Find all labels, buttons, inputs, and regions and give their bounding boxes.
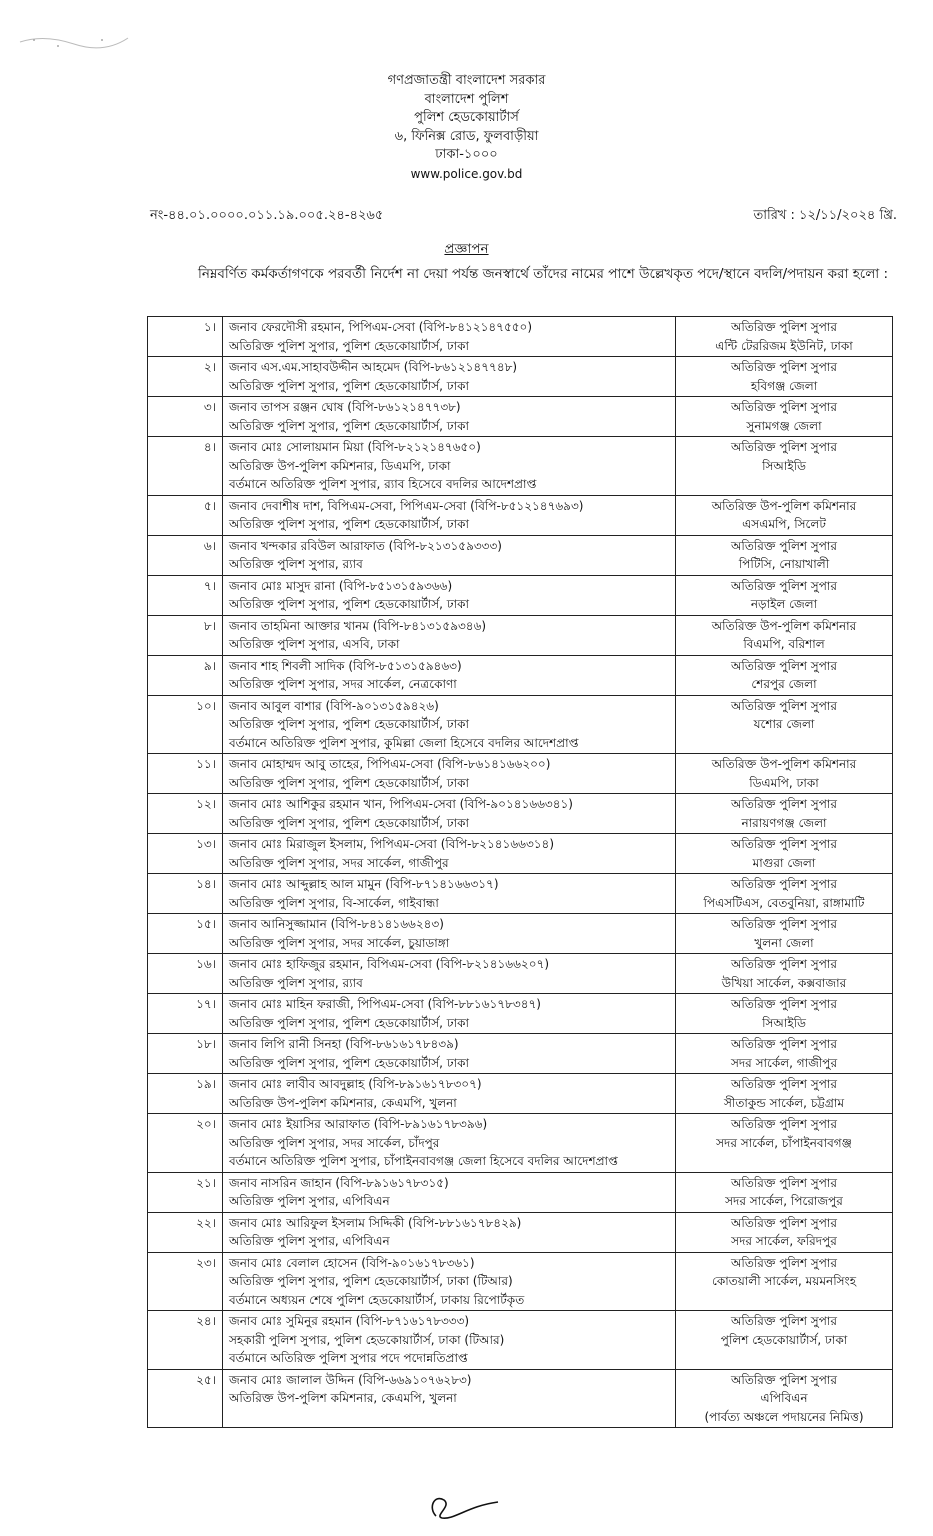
posting-line: অতিরিক্ত পুলিশ সুপার xyxy=(731,1117,837,1131)
posting-line: সীতাকুন্ড সার্কেল, চট্টগ্রাম xyxy=(723,1095,844,1110)
officer-details xyxy=(223,317,676,357)
posting-line: অতিরিক্ত পুলিশ সুপার xyxy=(731,1314,837,1328)
new-posting xyxy=(676,1034,893,1074)
officer-details xyxy=(223,874,676,914)
posting-line: অতিরিক্ত পুলিশ সুপার xyxy=(731,400,837,414)
posting-line: সিআইডি xyxy=(762,458,806,473)
officer-line: অতিরিক্ত পুলিশ সুপার, পুলিশ হেডকোয়ার্টার্স, ঢাকা xyxy=(229,338,469,353)
posting-line: অতিরিক্ত পুলিশ সুপার xyxy=(731,578,837,593)
new-posting xyxy=(676,1369,893,1428)
serial-number: ১৮। xyxy=(148,1034,223,1074)
posting-line: অতিরিক্ত পুলিশ সুপার xyxy=(731,1077,837,1091)
new-posting xyxy=(676,317,893,357)
posting-line: অতিরিক্ত পুলিশ সুপার xyxy=(731,797,837,811)
table-row xyxy=(148,954,893,994)
memo-number: নং-৪৪.০১.০০০০.০১১.১৯.০০৫.২৪-৪২৬৫ xyxy=(150,208,384,223)
table-row xyxy=(148,695,893,754)
table-row xyxy=(148,495,893,535)
officer-details xyxy=(223,1114,676,1173)
new-posting xyxy=(676,437,893,496)
posting-line: উখিয়া সার্কেল, কক্সবাজার xyxy=(721,975,847,990)
posting-line: অতিরিক্ত উপ-পুলিশ কমিশনার xyxy=(711,757,857,771)
officer-details xyxy=(223,794,676,834)
officer-line: জনাব মোঃ ইয়াসির আরাফাত (বিপি-৮৯১৬১৭৮৩৯৬) xyxy=(229,1117,488,1131)
officer-line: জনাব মোঃ সোলায়মান মিয়া (বিপি-৮২১২১৪৭৬৫০) xyxy=(229,440,481,454)
new-posting xyxy=(676,1252,893,1311)
posting-line: অতিরিক্ত পুলিশ সুপার xyxy=(731,538,837,553)
officer-line: অতিরিক্ত পুলিশ সুপার, এসবি, ঢাকা xyxy=(229,637,400,651)
officer-details xyxy=(223,437,676,496)
new-posting xyxy=(676,357,893,397)
table-row xyxy=(148,317,893,357)
new-posting xyxy=(676,794,893,834)
officer-line: অতিরিক্ত পুলিশ সুপার, সদর সার্কেল, নেত্রকোণা xyxy=(229,677,457,691)
posting-line: অতিরিক্ত পুলিশ সুপার xyxy=(731,360,837,374)
officer-line: অতিরিক্ত পুলিশ সুপার, পুলিশ হেডকোয়ার্টার্স, ঢাকা xyxy=(229,378,469,393)
letterhead-line: ঢাকা-১০০০ xyxy=(435,147,498,162)
officer-line: অতিরিক্ত পুলিশ সুপার, পুলিশ হেডকোয়ার্টার্স, ঢাকা xyxy=(229,517,469,531)
new-posting xyxy=(676,695,893,754)
table-row xyxy=(148,1074,893,1114)
posting-line: অতিরিক্ত পুলিশ সুপার xyxy=(731,1037,837,1051)
new-posting xyxy=(676,1074,893,1114)
serial-number: ২১। xyxy=(148,1172,223,1212)
officer-details xyxy=(223,754,676,794)
serial-number: ১৫। xyxy=(148,914,223,954)
posting-line: সদর সার্কেল, ফরিদপুর xyxy=(731,1234,837,1248)
new-posting xyxy=(676,1212,893,1252)
officer-details xyxy=(223,575,676,615)
posting-line: অতিরিক্ত পুলিশ সুপার xyxy=(731,320,837,334)
posting-line: এসএমপি, সিলেট xyxy=(742,517,826,531)
officer-line: অতিরিক্ত উপ-পুলিশ কমিশনার, কেএমপি, খুলনা xyxy=(229,1391,457,1405)
table-row xyxy=(148,575,893,615)
table-row xyxy=(148,655,893,695)
officer-line: অতিরিক্ত পুলিশ সুপার, সদর সার্কেল, চাঁদপুর xyxy=(229,1135,440,1150)
officer-details xyxy=(223,1252,676,1311)
officer-details xyxy=(223,615,676,655)
table-row xyxy=(148,1369,893,1428)
serial-number: ১০। xyxy=(148,695,223,754)
new-posting xyxy=(676,914,893,954)
serial-number: ৯। xyxy=(148,655,223,695)
officer-line: অতিরিক্ত উপ-পুলিশ কমিশনার, কেএমপি, খুলনা xyxy=(229,1095,457,1110)
new-posting xyxy=(676,834,893,874)
officer-line: জনাব মোঃ আশিকুর রহমান খান, পিপিএম-সেবা (বিপি-৯০১৪১৬৬৩৪১) xyxy=(229,797,573,811)
new-posting xyxy=(676,1172,893,1212)
letterhead-line: গণপ্রজাতন্ত্রী বাংলাদেশ সরকার xyxy=(387,73,546,88)
officer-line: অতিরিক্ত পুলিশ সুপার, পুলিশ হেডকোয়ার্টার্স, ঢাকা xyxy=(229,1055,469,1070)
officer-line: জনাব মোঃ আব্দুল্লাহ আল মামুন (বিপি-৮৭১৪১৬৬৩১৭) xyxy=(229,877,499,891)
officer-details xyxy=(223,397,676,437)
officer-details xyxy=(223,1369,676,1428)
scan-smudge xyxy=(14,28,134,58)
officer-line: অতিরিক্ত পুলিশ সুপার, পুলিশ হেডকোয়ার্টার্স, ঢাকা (টিআর) xyxy=(229,1274,513,1288)
officer-line: অতিরিক্ত উপ-পুলিশ কমিশনার, ডিএমপি, ঢাকা xyxy=(229,458,451,473)
posting-line: অতিরিক্ত পুলিশ সুপার xyxy=(731,698,837,713)
officer-line: জনাব মোঃ আরিফুল ইসলাম সিদ্দিকী (বিপি-৮৮১৬১৭৮৪২৯) xyxy=(229,1215,522,1230)
officer-details xyxy=(223,954,676,994)
new-posting xyxy=(676,535,893,575)
table-row xyxy=(148,834,893,874)
serial-number: ১৪। xyxy=(148,874,223,914)
new-posting xyxy=(676,1114,893,1173)
posting-line: অতিরিক্ত পুলিশ সুপার xyxy=(731,917,837,931)
new-posting xyxy=(676,754,893,794)
officer-line: অতিরিক্ত পুলিশ সুপার, সদর সার্কেল, চুয়াডাঙ্গা xyxy=(229,935,450,950)
letterhead xyxy=(0,72,933,183)
letterhead-line: ৬, ফিনিক্স রোড, ফুলবাড়ীয়া xyxy=(394,128,539,144)
table-row xyxy=(148,1034,893,1074)
signature xyxy=(424,1486,504,1526)
officer-line: জনাব খন্দকার রবিউল আরাফাত (বিপি-৮২১৩১৫৯৩৩৩) xyxy=(229,538,502,553)
officer-details xyxy=(223,994,676,1034)
posting-line: অতিরিক্ত পুলিশ সুপার xyxy=(731,440,837,454)
letterhead-line: বাংলাদেশ পুলিশ xyxy=(424,91,509,107)
posting-line: অতিরিক্ত পুলিশ সুপার xyxy=(731,837,837,851)
intro-paragraph: নিম্নবর্ণিত কর্মকর্তাগণকে পরবর্তী নির্দেশ না দেয়া পর্যন্ত জনস্বার্থে তাঁদের নামের পাশে উল্লেখকৃত পদে/স্থানে বদলি/পদায়ন করা হলো : xyxy=(198,266,889,282)
table-row xyxy=(148,535,893,575)
table-row xyxy=(148,794,893,834)
officer-line: জনাব মোঃ জালাল উদ্দিন (বিপি-৬৬৯১০৭৬২৮৩) xyxy=(229,1372,472,1387)
serial-number: ১৬। xyxy=(148,954,223,994)
table-row xyxy=(148,1311,893,1370)
new-posting xyxy=(676,495,893,535)
serial-number: ৮। xyxy=(148,615,223,655)
posting-line: (পার্বত্য অঞ্চলে পদায়নের নিমিত্ত) xyxy=(704,1409,864,1424)
officer-line: অতিরিক্ত পুলিশ সুপার, পুলিশ হেডকোয়ার্টার্স, ঢাকা xyxy=(229,418,469,433)
officer-details xyxy=(223,1212,676,1252)
serial-number: ১৩। xyxy=(148,834,223,874)
officer-details xyxy=(223,495,676,535)
table-row xyxy=(148,994,893,1034)
posting-line: নড়াইল জেলা xyxy=(750,597,818,611)
officer-line: অতিরিক্ত পুলিশ সুপার, পুলিশ হেডকোয়ার্টার্স, ঢাকা xyxy=(229,717,469,731)
posting-line: ডিএমপি, ঢাকা xyxy=(749,775,819,790)
posting-line: পিটিসি, নোয়াখালী xyxy=(738,557,830,571)
officer-line: বর্তমানে অধ্যয়ন শেষে পুলিশ হেডকোয়ার্টার্স, ঢাকায় রিপোর্টকৃত xyxy=(229,1292,525,1307)
posting-line: এন্টি টেররিজম ইউনিট, ঢাকা xyxy=(715,338,853,353)
posting-line: অতিরিক্ত পুলিশ সুপার xyxy=(731,1372,837,1387)
officer-line: অতিরিক্ত পুলিশ সুপার, পুলিশ হেডকোয়ার্টার্স, ঢাকা xyxy=(229,1015,469,1030)
posting-line: বিএমপি, বরিশাল xyxy=(743,637,825,651)
officer-line: অতিরিক্ত পুলিশ সুপার, পুলিশ হেডকোয়ার্টার্স, ঢাকা xyxy=(229,597,469,611)
posting-line: অতিরিক্ত পুলিশ সুপার xyxy=(731,1215,837,1230)
officer-line: অতিরিক্ত পুলিশ সুপার, র‍্যাব xyxy=(229,975,363,990)
officer-details xyxy=(223,695,676,754)
table-row xyxy=(148,874,893,914)
officer-line: জনাব আবুল বাশার (বিপি-৯০১৩১৫৯৪২৬) xyxy=(229,698,439,713)
posting-line: নারায়ণগঞ্জ জেলা xyxy=(741,815,827,830)
officer-line: অতিরিক্ত পুলিশ সুপার, এপিবিএন xyxy=(229,1194,390,1208)
posting-line: এপিবিএন xyxy=(760,1391,808,1405)
posting-line: হবিগঞ্জ জেলা xyxy=(750,378,818,393)
new-posting xyxy=(676,994,893,1034)
serial-number: ২৪। xyxy=(148,1311,223,1370)
officer-details xyxy=(223,357,676,397)
notice-title-text: প্রজ্ঞাপন xyxy=(444,241,489,257)
table-row xyxy=(148,1114,893,1173)
officer-line: জনাব মোঃ হাফিজুর রহমান, বিপিএম-সেবা (বিপি-৮২১৪১৬৬২০৭) xyxy=(229,957,550,971)
table-row xyxy=(148,357,893,397)
serial-number: ১৭। xyxy=(148,994,223,1034)
officer-line: জনাব মোঃ মাসুদ রানা (বিপি-৮৫১৩১৫৯৩৬৬) xyxy=(229,578,453,593)
serial-number: ২০। xyxy=(148,1114,223,1173)
posting-line: অতিরিক্ত পুলিশ সুপার xyxy=(731,997,837,1011)
new-posting xyxy=(676,397,893,437)
posting-line: পুলিশ হেডকোয়ার্টার্স, ঢাকা xyxy=(720,1332,848,1347)
posting-line: সিআইডি xyxy=(762,1015,806,1030)
officer-line: বর্তমানে অতিরিক্ত পুলিশ সুপার, চাঁপাইনবাবগঞ্জ জেলা হিসেবে বদলির আদেশপ্রাপ্ত xyxy=(229,1154,618,1168)
officer-details xyxy=(223,535,676,575)
new-posting xyxy=(676,874,893,914)
posting-line: কোতয়ালী সার্কেল, ময়মনসিংহ xyxy=(711,1274,857,1288)
officer-details xyxy=(223,1172,676,1212)
new-posting xyxy=(676,1311,893,1370)
officer-line: জনাব তাপস রঞ্জন ঘোষ (বিপি-৮৬১২১৪৭৭৩৮) xyxy=(229,400,461,414)
serial-number: ৫। xyxy=(148,495,223,535)
table-row xyxy=(148,1252,893,1311)
officer-line: অতিরিক্ত পুলিশ সুপার, পুলিশ হেডকোয়ার্টার্স, ঢাকা xyxy=(229,815,469,830)
transfer-table xyxy=(147,316,893,1428)
new-posting xyxy=(676,655,893,695)
officer-line: জনাব মোঃ বেলাল হোসেন (বিপি-৯০১৬১৭৮৩৬১) xyxy=(229,1255,475,1270)
officer-details xyxy=(223,1034,676,1074)
officer-line: অতিরিক্ত পুলিশ সুপার, র‍্যাব xyxy=(229,557,363,571)
table-row xyxy=(148,1212,893,1252)
serial-number: ২২। xyxy=(148,1212,223,1252)
table-row xyxy=(148,437,893,496)
memo-date: তারিখ : ১২/১১/২০২৪ খ্রি. xyxy=(753,208,897,223)
officer-line: সহকারী পুলিশ সুপার, পুলিশ হেডকোয়ার্টার্স, ঢাকা (টিআর) xyxy=(229,1332,505,1347)
posting-line: সুনামগঞ্জ জেলা xyxy=(746,418,822,433)
posting-line: অতিরিক্ত পুলিশ সুপার xyxy=(731,658,837,673)
posting-line: যশোর জেলা xyxy=(753,717,815,731)
serial-number: ২৫। xyxy=(148,1369,223,1428)
serial-number: ২৩। xyxy=(148,1252,223,1311)
officer-details xyxy=(223,834,676,874)
posting-line: অতিরিক্ত উপ-পুলিশ কমিশনার xyxy=(711,618,857,633)
serial-number: ৪। xyxy=(148,437,223,496)
officer-line: অতিরিক্ত পুলিশ সুপার, এপিবিএন xyxy=(229,1234,390,1248)
officer-line: জনাব আনিসুজ্জামান (বিপি-৮৪১৪১৬৬২৪৩) xyxy=(229,917,444,931)
officer-line: জনাব মোঃ লাবীব আবদুল্লাহ (বিপি-৮৯১৬১৭৮৩০৭) xyxy=(229,1077,482,1091)
posting-line: অতিরিক্ত পুলিশ সুপার xyxy=(731,1255,837,1270)
officer-line: জনাব মোঃ সুমিনুর রহমান (বিপি-৮৭১৬১৭৮৩৩৩) xyxy=(229,1314,470,1328)
serial-number: ৩। xyxy=(148,397,223,437)
notice-title xyxy=(0,238,933,261)
serial-number: ৬। xyxy=(148,535,223,575)
officer-line: অতিরিক্ত পুলিশ সুপার, পুলিশ হেডকোয়ার্টার্স, ঢাকা xyxy=(229,775,469,790)
table-row xyxy=(148,754,893,794)
posting-line: অতিরিক্ত পুলিশ সুপার xyxy=(731,957,837,971)
serial-number: ৭। xyxy=(148,575,223,615)
officer-details xyxy=(223,1311,676,1370)
officer-line: বর্তমানে অতিরিক্ত পুলিশ সুপার, র‍্যাব হিসেবে বদলির আদেশপ্রাপ্ত xyxy=(229,477,537,491)
serial-number: ১৯। xyxy=(148,1074,223,1114)
posting-line: সদর সার্কেল, গাজীপুর xyxy=(730,1055,838,1070)
table-row xyxy=(148,397,893,437)
officer-line: জনাব নাসরিন জাহান (বিপি-৮৯১৬১৭৮৩১৫) xyxy=(229,1175,449,1190)
posting-line: মাগুরা জেলা xyxy=(752,855,816,870)
website-link[interactable]: www.police.gov.bd xyxy=(410,166,523,181)
posting-line: সদর সার্কেল, পিরোজপুর xyxy=(725,1194,843,1208)
new-posting xyxy=(676,575,893,615)
officer-details xyxy=(223,655,676,695)
officer-line: বর্তমানে অতিরিক্ত পুলিশ সুপার, কুমিল্লা জেলা হিসেবে বদলির আদেশপ্রাপ্ত xyxy=(229,735,579,750)
officer-line: জনাব মোঃ মিরাজুল ইসলাম, পিপিএম-সেবা (বিপি-৮২১৪১৬৬৩১৪) xyxy=(229,837,555,851)
posting-line: সদর সার্কেল, চাঁপাইনবাবগঞ্জ xyxy=(716,1135,852,1150)
officer-line: বর্তমানে অতিরিক্ত পুলিশ সুপার পদে পদোন্নতিপ্রাপ্ত xyxy=(229,1351,468,1365)
officer-line: জনাব ফেরদৌসী রহমান, পিপিএম-সেবা (বিপি-৮৪১২১৪৭৫৫০) xyxy=(229,320,533,334)
officer-line: জনাব শাহ শিবলী সাদিক (বিপি-৮৫১৩১৫৯৪৬৩) xyxy=(229,658,462,673)
officer-line: অতিরিক্ত পুলিশ সুপার, বি-সার্কেল, গাইবান্ধা xyxy=(229,895,439,910)
serial-number: ২। xyxy=(148,357,223,397)
officer-details xyxy=(223,914,676,954)
table-row xyxy=(148,1172,893,1212)
serial-number: ১। xyxy=(148,317,223,357)
officer-details xyxy=(223,1074,676,1114)
table-row xyxy=(148,615,893,655)
letterhead-line: পুলিশ হেডকোয়ার্টার্স xyxy=(414,110,519,125)
posting-line: খুলনা জেলা xyxy=(754,935,814,950)
officer-line: অতিরিক্ত পুলিশ সুপার, সদর সার্কেল, গাজীপুর xyxy=(229,855,449,870)
posting-line: পিএসটিএস, বেতবুনিয়া, রাঙ্গামাটি xyxy=(703,895,865,910)
officer-line: জনাব মোহাম্মদ আবু তাহের, পিপিএম-সেবা (বিপি-৮৬১৪১৬৬২০০) xyxy=(229,757,551,771)
new-posting xyxy=(676,615,893,655)
officer-line: জনাব এস.এম.সাহাবউদ্দীন আহমেদ (বিপি-৮৬১২১৪৭৭৪৮) xyxy=(229,360,518,374)
officer-line: জনাব মোঃ মাহিন ফরাজী, পিপিএম-সেবা (বিপি-৮৮১৬১৭৮৩৪৭) xyxy=(229,997,541,1011)
officer-line: জনাব লিপি রানী সিনহা (বিপি-৮৬১৬১৭৮৪৩৯) xyxy=(229,1037,459,1051)
posting-line: অতিরিক্ত পুলিশ সুপার xyxy=(731,877,837,891)
new-posting xyxy=(676,954,893,994)
table-row xyxy=(148,914,893,954)
serial-number: ১২। xyxy=(148,794,223,834)
serial-number: ১১। xyxy=(148,754,223,794)
posting-line: অতিরিক্ত উপ-পুলিশ কমিশনার xyxy=(711,498,857,513)
posting-line: শেরপুর জেলা xyxy=(751,677,817,691)
officer-line: জনাব দেবাশীষ দাশ, বিপিএম-সেবা, পিপিএম-সেবা (বিপি-৮৫১২১৪৭৬৯৩) xyxy=(229,498,584,513)
officer-line: জনাব তাহমিনা আক্তার খানম (বিপি-৮৪১৩১৫৯৩৪৬) xyxy=(229,618,487,633)
posting-line: অতিরিক্ত পুলিশ সুপার xyxy=(731,1175,837,1190)
